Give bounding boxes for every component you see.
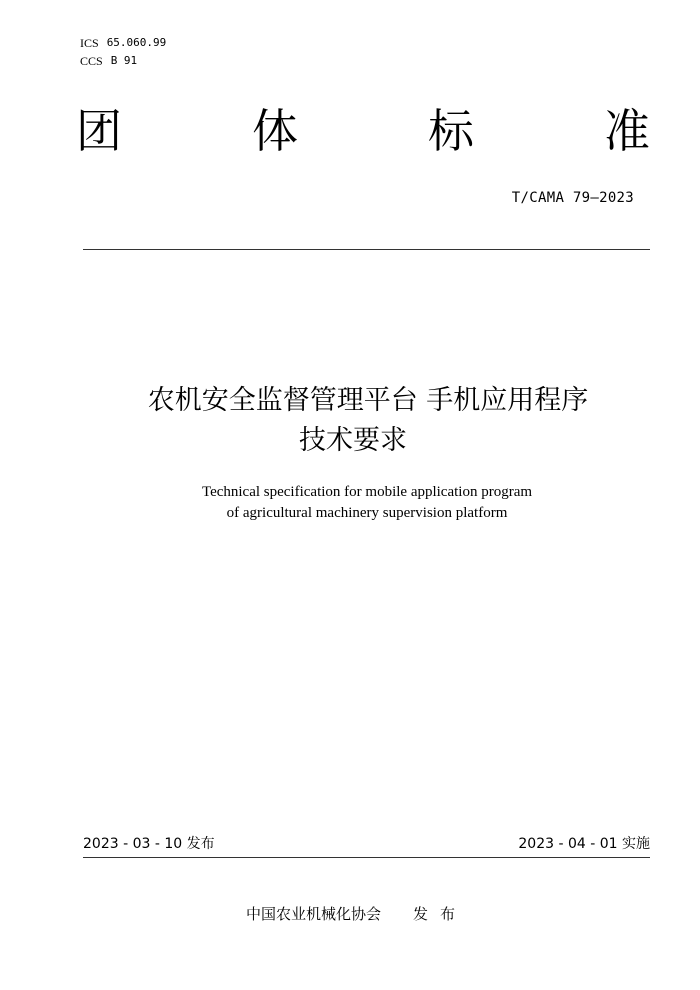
classification-codes <box>80 34 166 70</box>
standard-type-char: 准 <box>604 104 650 158</box>
implement-date: 2023 - 04 - 01 实施 <box>518 836 650 852</box>
publish-date: 2023 - 03 - 10 发布 <box>83 836 215 852</box>
standard-type-char: 团 <box>76 104 122 158</box>
publisher-action: 发布 <box>413 905 468 923</box>
ics-value: 65.060.99 <box>106 36 167 49</box>
standard-type-heading <box>76 100 650 162</box>
title-chinese <box>0 381 700 461</box>
standard-type-char: 体 <box>252 104 298 158</box>
publisher-line <box>246 903 467 925</box>
title-english <box>0 482 700 524</box>
ics-label: ICS <box>80 36 99 50</box>
title-english-line2: of agricultural machinery supervision platform <box>226 505 508 521</box>
standard-number: T/CAMA 79—2023 <box>511 190 634 206</box>
standard-type-char: 标 <box>428 104 474 158</box>
header-divider <box>83 249 650 250</box>
title-chinese-line1: 农机安全监督管理平台 手机应用程序 <box>147 385 589 416</box>
publisher-org: 中国农业机械化协会 <box>246 905 382 923</box>
ccs-label: CCS <box>80 54 103 68</box>
dates-row <box>83 833 650 855</box>
footer-divider <box>83 857 650 858</box>
ccs-row <box>80 52 166 70</box>
ics-row <box>80 34 166 52</box>
title-english-line1: Technical specification for mobile application program <box>201 484 533 500</box>
ccs-value: B 91 <box>110 54 138 67</box>
title-chinese-line2: 技术要求 <box>299 425 407 456</box>
